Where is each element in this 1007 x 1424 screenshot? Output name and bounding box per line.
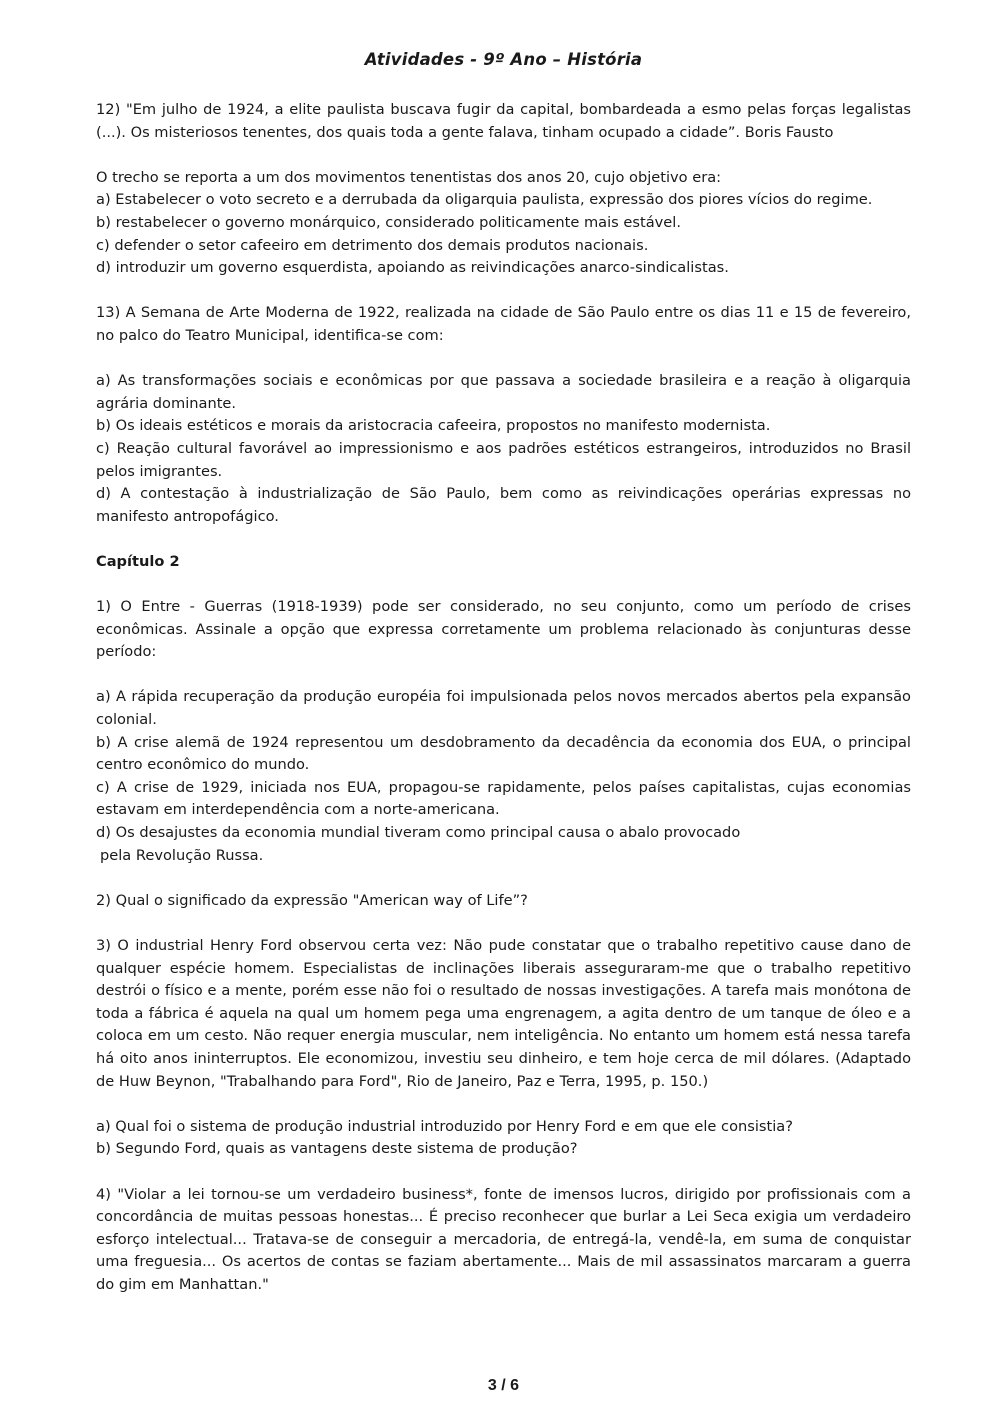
chapter-2-question-3-sub-a: a) Qual foi o sistema de produção industrial introduzido por Henry Ford e em que ele consistia?	[96, 1117, 793, 1135]
question-12-stem: O trecho se reporta a um dos movimentos tenentistas dos anos 20, cujo objetivo era:	[96, 168, 722, 186]
chapter-2-question-1-option-a: a) A rápida recuperação da produção européia foi impulsionada pelos novos mercados abertos pela expansão colonial.	[96, 688, 911, 729]
page-title: Atividades - 9º Ano – História	[364, 50, 643, 69]
question-12-option-d: d) introduzir um governo esquerdista, apoiando as reivindicações anarco-sindicalistas.	[96, 259, 729, 277]
question-12-option-b: b) restabelecer o governo monárquico, considerado politicamente mais estável.	[96, 213, 681, 231]
chapter-2-question-3-intro: 3) O industrial Henry Ford observou certa vez: Não pude constatar que o trabalho repetitivo cause dano de qualquer espécie homem. Especialistas de inclinações liberais asseguraram-me que o trabalho repetitivo destrói o físico e a mente, porém esse não foi o resultado de nossas investigações. A tarefa mais monótona de toda a fábrica é aquela na qual um homem pega uma engrenagem, a agita dentro de um tanque de óleo e a coloca em um cesto. Não requer energia muscular, nem inteligência. No entanto um homem está nessa tarefa há oito anos ininterruptos. Ele economizou, investiu seu dinheiro, e tem hoje cerca de mil dólares. (Adaptado de Huw Beynon, "Trabalhando para Ford", Rio de Janeiro, Paz e Terra, 1995, p. 150.)	[96, 936, 911, 1090]
chapter-2-question-1-option-c: c) A crise de 1929, iniciada nos EUA, propagou-se rapidamente, pelos países capitalistas, cujas economias estavam em interdependência com a norte-americana.	[96, 778, 911, 819]
chapter-2-question-2: 2) Qual o significado da expressão "American way of Life”?	[96, 891, 528, 909]
question-13-option-a: a) As transformações sociais e econômicas por que passava a sociedade brasileira e a reação à oligarquia agrária dominante.	[96, 372, 911, 412]
question-13-option-d: d) A contestação à industrialização de São Paulo, bem como as reivindicações operárias expressas no manifesto antropofágico.	[96, 485, 911, 525]
chapter-2-question-4: 4) "Violar a lei tornou-se um verdadeiro business*, fonte de imensos lucros, dirigido por profissionais com a concordância de muitas pessoas honestas... É preciso reconhecer que burlar a Lei Seca exigia um verdadeiro esforço intelectual... Tratava-se de conseguir a mercadoria, de entregá-la, vendê-la, em suma de conquistar uma freguesia... Os acertos de contas se faziam abertamente... Mais de mil assassinatos marcaram a guerra do gim em Manhattan."	[96, 1185, 911, 1293]
chapter-2-question-1-option-d-line-2: pela Revolução Russa.	[100, 846, 264, 864]
question-12-intro: 12) "Em julho de 1924, a elite paulista buscava fugir da capital, bombardeada a esmo pelas forças legalistas (...). Os misteriosos tenentes, dos quais toda a gente falava, tinham ocupado a cidade”. Boris Fausto	[96, 101, 911, 141]
chapter-2-heading: Capítulo 2	[96, 552, 180, 570]
page-number: 3 / 6	[487, 1377, 520, 1394]
question-13-option-b: b) Os ideais estéticos e morais da aristocracia cafeeira, propostos no manifesto modernista.	[96, 417, 771, 435]
question-12-option-c: c) defender o setor cafeeiro em detrimento dos demais produtos nacionais.	[96, 236, 649, 254]
chapter-2-question-1-intro: 1) O Entre - Guerras (1918-1939) pode ser considerado, no seu conjunto, como um período de crises econômicas. Assinale a opção que expressa corretamente um problema relacionado às conjunturas desse período:	[96, 598, 911, 661]
question-13-option-c: c) Reação cultural favorável ao impressionismo e aos padrões estéticos estrangeiros, introduzidos no Brasil pelos imigrantes.	[96, 439, 911, 480]
question-13-intro: 13) A Semana de Arte Moderna de 1922, realizada na cidade de São Paulo entre os dias 11 e 15 de fevereiro, no palco do Teatro Municipal, identifica-se com:	[96, 304, 911, 344]
question-12-option-a: a) Estabelecer o voto secreto e a derrubada da oligarquia paulista, expressão dos piores vícios do regime.	[96, 191, 873, 209]
chapter-2-question-1-option-d-line-1: d) Os desajustes da economia mundial tiveram como principal causa o abalo provocado	[96, 824, 741, 841]
chapter-2-question-1-option-b: b) A crise alemã de 1924 representou um desdobramento da decadência da economia dos EUA, o principal centro econômico do mundo.	[96, 733, 911, 774]
chapter-2-question-3-sub-b: b) Segundo Ford, quais as vantagens deste sistema de produção?	[96, 1140, 578, 1158]
document-body	[96, 99, 911, 1296]
